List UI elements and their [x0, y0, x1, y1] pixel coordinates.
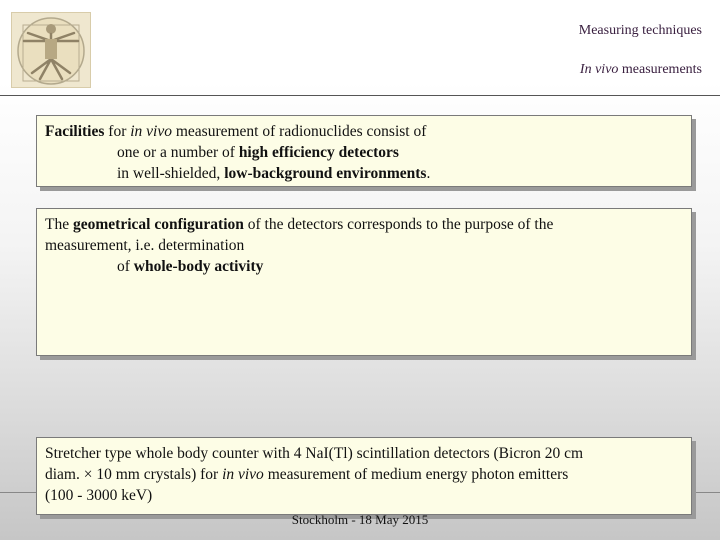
- box1-text: measurement of radionuclides consist of: [171, 123, 427, 140]
- section-subtitle: [580, 62, 702, 78]
- box1-text: in well-shielded,: [117, 165, 225, 182]
- geometry-text-box: [36, 208, 692, 356]
- facilities-term: Facilities: [45, 123, 105, 140]
- low-background-term: low-background environments: [224, 165, 427, 182]
- box1-text: .: [426, 165, 431, 182]
- box1-text: one or a number of: [117, 144, 239, 161]
- high-efficiency-term: high efficiency detectors: [238, 144, 399, 161]
- header-divider: [0, 95, 720, 96]
- stretcher-counter-caption-box: [36, 437, 692, 515]
- box1-line-2: [45, 142, 683, 163]
- section-title: Measuring techniques: [578, 23, 702, 38]
- box3-line-1: Stretcher type whole body counter with 4 NaI(Tl) scintillation detectors (Bicron 20 cm: [45, 445, 584, 462]
- footer-text: Stockholm - 18 May 2015: [291, 512, 429, 527]
- vitruvian-man-logo-icon: [11, 12, 91, 88]
- box2-text: of the detectors corresponds to the purpose of the: [243, 216, 554, 233]
- box2-text: The: [45, 216, 73, 233]
- box2-line-2: measurement, i.e. determination: [45, 237, 245, 254]
- facilities-text-box: [36, 115, 692, 187]
- box3-line-2: [45, 464, 683, 485]
- box1-line-3: [45, 163, 683, 184]
- box3-line-3: (100 - 3000 keV): [45, 487, 153, 504]
- box2-line-3: [45, 256, 683, 277]
- box2-line-1: [45, 214, 683, 235]
- box2-text: of: [117, 258, 134, 275]
- box3-text: measurement of medium energy photon emitters: [263, 466, 569, 483]
- box1-italic: in vivo: [130, 123, 172, 140]
- subtitle-italic: In vivo: [579, 62, 619, 77]
- box1-line-1: [45, 121, 683, 142]
- whole-body-activity-term: whole-body activity: [133, 258, 264, 275]
- box3-italic: in vivo: [222, 466, 264, 483]
- box1-text: for: [104, 123, 131, 140]
- geometrical-configuration-term: geometrical configuration: [72, 216, 244, 233]
- box3-text: diam. × 10 mm crystals) for: [45, 466, 223, 483]
- subtitle-rest: measurements: [618, 62, 702, 77]
